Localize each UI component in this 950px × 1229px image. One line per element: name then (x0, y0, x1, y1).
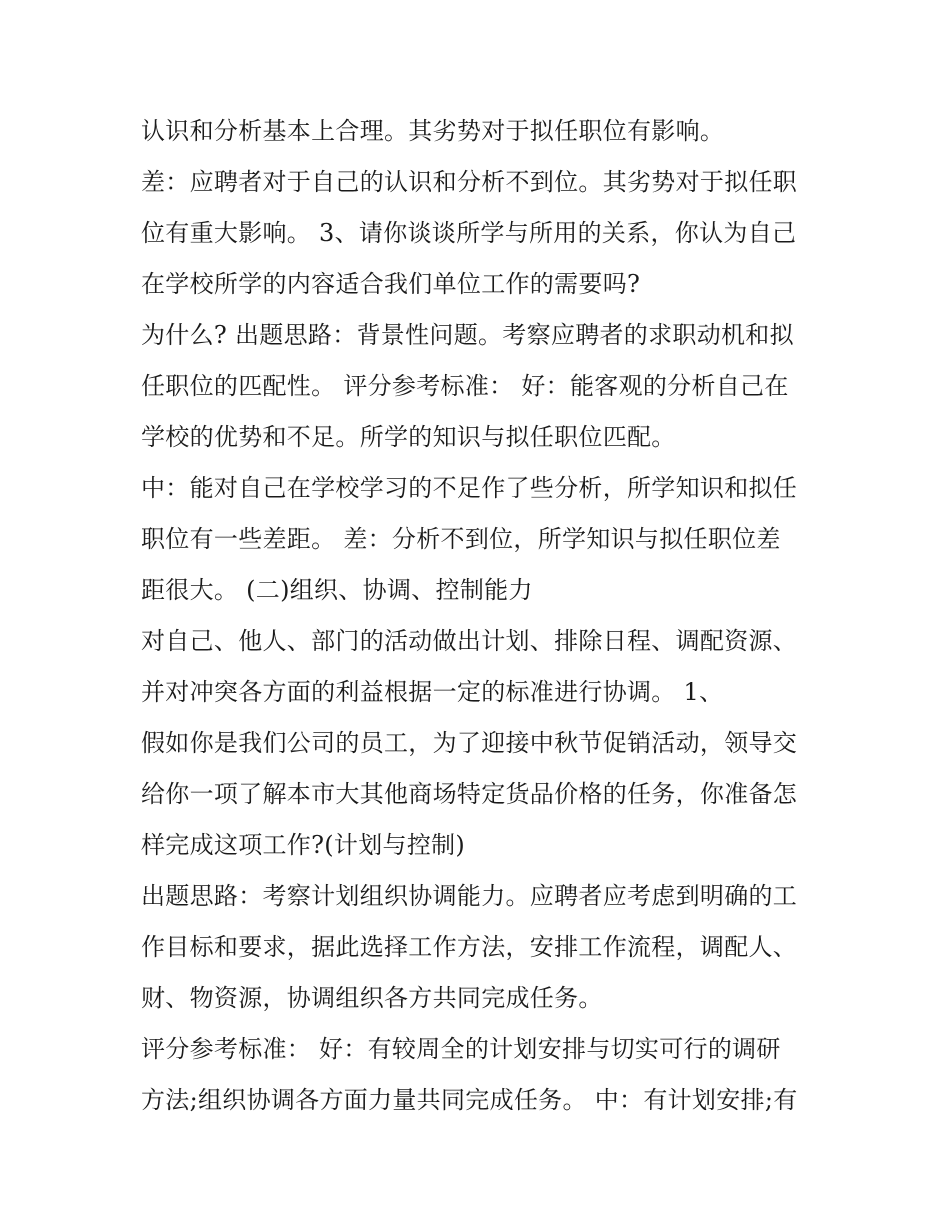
text-line: 职位有一些差距。 差：分析不到位，所学知识与拟任职位差 (141, 525, 781, 553)
paragraph-3 (141, 310, 821, 463)
text-line: 认识和分析基本上合理。其劣势对于拟任职位有影响。 (141, 117, 725, 145)
paragraph-1 (141, 106, 821, 157)
document-body (141, 106, 821, 1126)
paragraph-5 (141, 616, 821, 718)
text-line: 在学校所学的内容适合我们单位工作的需要吗? (141, 270, 641, 298)
paragraph-7 (141, 871, 821, 1024)
text-line: 学校的优势和不足。所学的知识与拟任职位匹配。 (141, 423, 676, 451)
text-line: 中：能对自己在学校学习的不足作了些分析，所学知识和拟任 (141, 474, 798, 502)
text-line: 出题思路：考察计划组织协调能力。应聘者应考虑到明确的工 (141, 882, 798, 910)
text-line: 为什么? 出题思路：背景性问题。考察应聘者的求职动机和拟 (141, 321, 794, 349)
text-line: 任职位的匹配性。 评分参考标准： 好：能客观的分析自己在 (141, 372, 789, 400)
text-line: 并对冲突各方面的利益根据一定的标准进行协调。 1、 (141, 678, 724, 706)
paragraph-6 (141, 718, 821, 871)
text-line: 给你一项了解本市大其他商场特定货品价格的任务，你准备怎 (141, 780, 798, 808)
text-line: 差：应聘者对于自己的认识和分析不到位。其劣势对于拟任职 (141, 168, 798, 196)
text-line: 样完成这项工作?(计划与控制) (141, 831, 466, 859)
text-line: 对自己、他人、部门的活动做出计划、排除日程、调配资源、 (141, 627, 798, 655)
text-line: 位有重大影响。 3、请你谈谈所学与所用的关系，你认为自己 (141, 219, 797, 247)
paragraph-4 (141, 463, 821, 616)
text-line: 距很大。 (二)组织、协调、控制能力 (141, 576, 533, 604)
text-line: 财、物资源，协调组织各方共同完成任务。 (141, 984, 603, 1012)
text-line: 方法;组织协调各方面力量共同完成任务。 中：有计划安排;有 (141, 1086, 798, 1114)
paragraph-8 (141, 1024, 821, 1126)
text-line: 评分参考标准： 好：有较周全的计划安排与切实可行的调研 (141, 1035, 781, 1063)
paragraph-2 (141, 157, 821, 310)
text-line: 假如你是我们公司的员工，为了迎接中秋节促销活动，领导交 (141, 729, 798, 757)
text-line: 作目标和要求，据此选择工作方法，安排工作流程，调配人、 (141, 933, 798, 961)
